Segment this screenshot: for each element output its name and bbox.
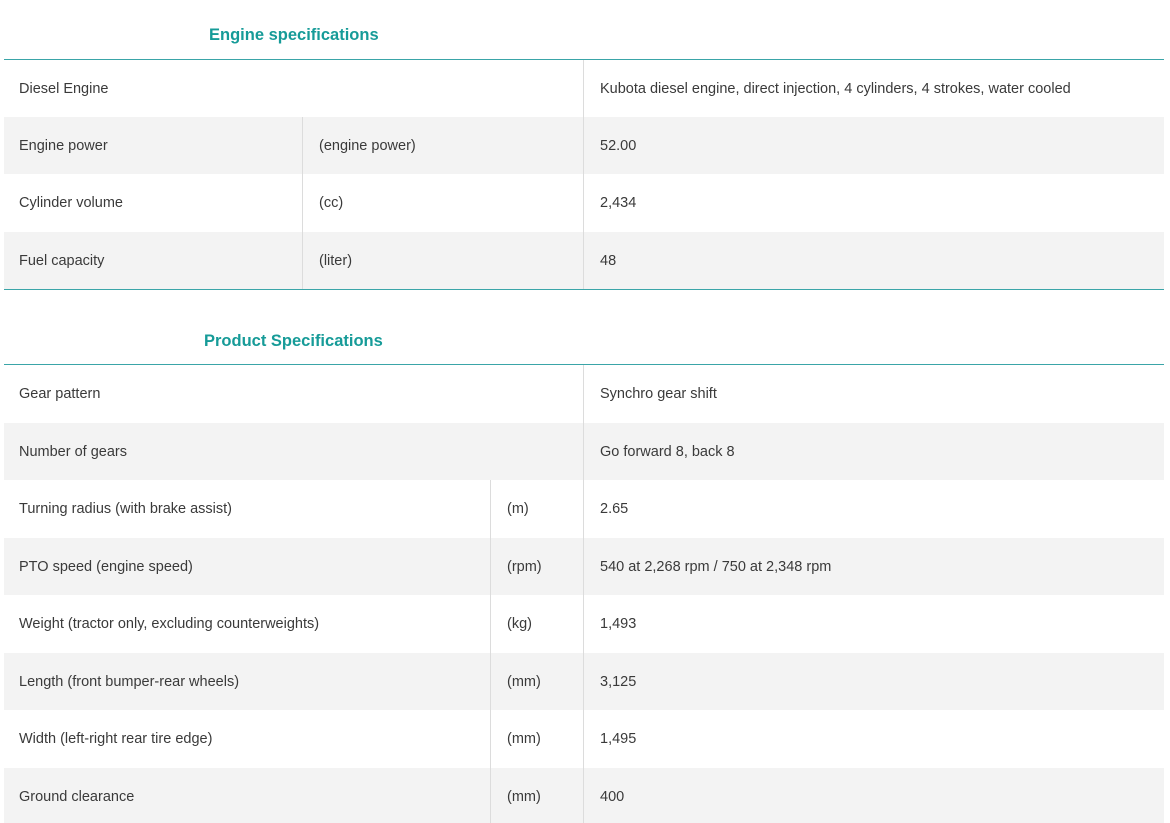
- engine-specifications-table: [4, 59, 1164, 290]
- product-specifications-title: Product Specifications: [204, 332, 383, 350]
- product-specifications-table: [4, 364, 1164, 823]
- column-divider: [583, 174, 584, 232]
- spec-value: 1,493: [600, 616, 637, 632]
- column-divider: [490, 538, 491, 595]
- column-divider: [490, 768, 491, 823]
- column-divider: [490, 595, 491, 653]
- table-row: [4, 653, 1164, 710]
- spec-label: Gear pattern: [19, 386, 101, 402]
- column-divider: [490, 710, 491, 768]
- column-divider: [583, 232, 584, 289]
- table-row: [4, 174, 1164, 232]
- column-divider: [583, 595, 584, 653]
- table-row: [4, 365, 1164, 423]
- spec-value: 48: [600, 252, 617, 269]
- spec-unit: (mm): [507, 731, 541, 747]
- spec-unit: (m): [507, 501, 529, 517]
- table-row: [4, 710, 1164, 768]
- spec-unit: (mm): [507, 673, 541, 690]
- spec-unit: (kg): [507, 616, 532, 632]
- spec-unit: (mm): [507, 788, 541, 805]
- spec-value: 52.00: [600, 137, 637, 154]
- column-divider: [583, 710, 584, 768]
- spec-label: Fuel capacity: [19, 252, 105, 269]
- column-divider: [583, 768, 584, 823]
- spec-unit: (rpm): [507, 558, 542, 575]
- spec-label: Ground clearance: [19, 788, 135, 805]
- spec-unit: (liter): [319, 252, 353, 269]
- column-divider: [302, 174, 303, 232]
- spec-label: Width (left-right rear tire edge): [19, 731, 213, 747]
- spec-value: Kubota diesel engine, direct injection, 4 cylinders, 4 strokes, water cooled: [600, 80, 1071, 97]
- column-divider: [583, 365, 584, 423]
- spec-label: Diesel Engine: [19, 80, 109, 97]
- column-divider: [583, 60, 584, 117]
- column-divider: [302, 117, 303, 174]
- table-row: [4, 232, 1164, 289]
- column-divider: [490, 480, 491, 538]
- spec-value: 1,495: [600, 731, 637, 747]
- engine-specifications-title: Engine specifications: [209, 26, 379, 44]
- table-row: [4, 595, 1164, 653]
- table-row: [4, 768, 1164, 823]
- spec-value: 2.65: [600, 501, 629, 517]
- spec-label: Turning radius (with brake assist): [19, 501, 233, 517]
- spec-value: 2,434: [600, 195, 637, 211]
- column-divider: [583, 480, 584, 538]
- spec-label: Weight (tractor only, excluding counterweights): [19, 616, 320, 632]
- spec-label: Length (front bumper-rear wheels): [19, 673, 240, 690]
- table-row: [4, 117, 1164, 174]
- spec-label: Cylinder volume: [19, 195, 123, 211]
- spec-unit: (cc): [319, 195, 344, 211]
- spec-label: Number of gears: [19, 443, 127, 460]
- table-row: [4, 538, 1164, 595]
- table-row: [4, 480, 1164, 538]
- spec-label: Engine power: [19, 137, 108, 154]
- spec-unit: (engine power): [319, 137, 416, 154]
- table-row: [4, 423, 1164, 480]
- column-divider: [583, 423, 584, 480]
- spec-value: 400: [600, 788, 625, 805]
- table-row: [4, 60, 1164, 117]
- spec-value: Go forward 8, back 8: [600, 443, 735, 460]
- column-divider: [490, 653, 491, 710]
- spec-value: Synchro gear shift: [600, 386, 717, 402]
- spec-value: 3,125: [600, 673, 637, 690]
- column-divider: [583, 538, 584, 595]
- spec-label: PTO speed (engine speed): [19, 558, 193, 575]
- column-divider: [583, 653, 584, 710]
- column-divider: [583, 117, 584, 174]
- spec-value: 540 at 2,268 rpm / 750 at 2,348 rpm: [600, 558, 832, 575]
- column-divider: [302, 232, 303, 289]
